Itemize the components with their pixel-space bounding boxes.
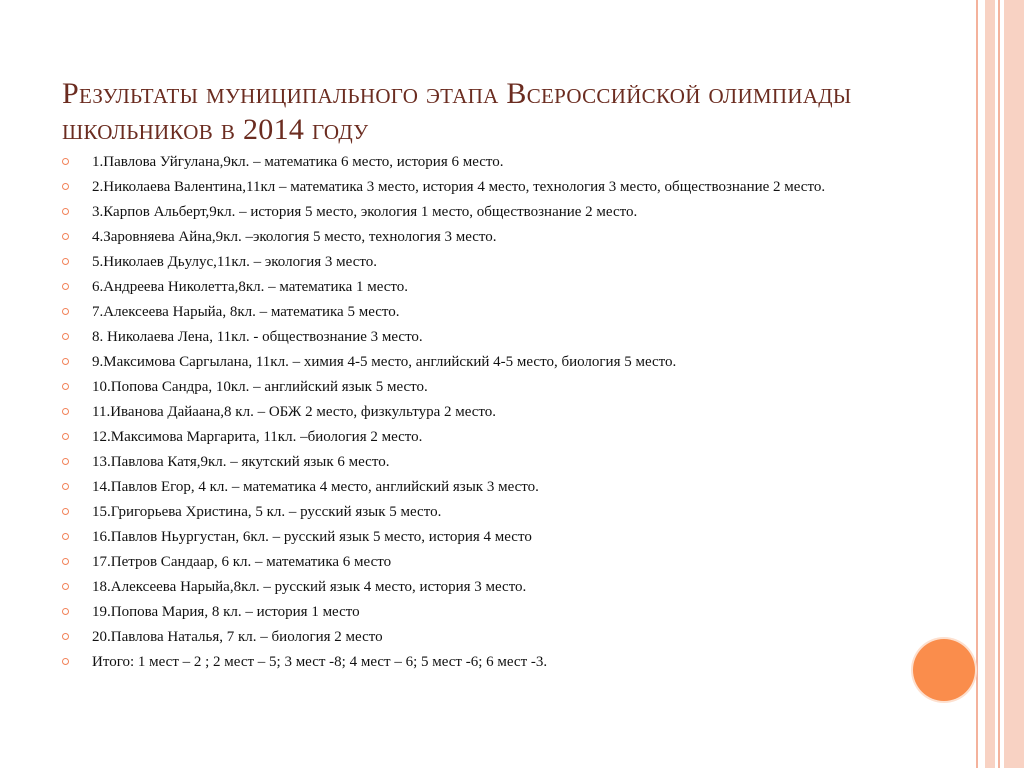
- list-item-text: 14.Павлов Егор, 4 кл. – математика 4 место, английский язык 3 место.: [92, 479, 539, 495]
- bullet-icon: [62, 308, 69, 315]
- bullet-icon: [62, 533, 69, 540]
- list-item-text: 9.Максимова Саргылана, 11кл. – химия 4-5 место, английский 4-5 место, биология 5 место.: [92, 354, 677, 370]
- decorative-stripe: [976, 0, 978, 768]
- list-item: [62, 254, 882, 270]
- list-item-text: 18.Алексеева Нарыйа,8кл. – русский язык 4 место, история 3 место.: [92, 579, 527, 595]
- bullet-icon: [62, 608, 69, 615]
- decorative-circle: [913, 639, 975, 701]
- bullet-icon: [62, 158, 69, 165]
- bullet-icon: [62, 508, 69, 515]
- results-list: [62, 154, 882, 679]
- list-item-text: 6.Андреева Николетта,8кл. – математика 1 место.: [92, 279, 409, 295]
- bullet-icon: [62, 458, 69, 465]
- list-item: [62, 454, 882, 470]
- list-item-text: 2.Николаева Валентина,11кл – математика 3 место, история 4 место, технология 3 место, обществознание 2 место.: [92, 179, 826, 195]
- bullet-icon: [62, 658, 69, 665]
- list-item: [62, 654, 882, 670]
- list-item: [62, 229, 882, 245]
- slide-title: Результаты муниципального этапа Всероссийской олимпиады школьников в 2014 году: [62, 77, 852, 146]
- list-item-text: 15.Григорьева Христина, 5 кл. – русский язык 5 место.: [92, 504, 442, 520]
- list-item-text: 8. Николаева Лена, 11кл. - обществознание 3 место.: [92, 329, 423, 345]
- list-item: [62, 604, 882, 620]
- list-item-text: 3.Карпов Альберт,9кл. – история 5 место, экология 1 место, обществознание 2 место.: [92, 204, 638, 220]
- list-item-text: 13.Павлова Катя,9кл. – якутский язык 6 место.: [92, 454, 390, 470]
- list-item: [62, 504, 882, 520]
- list-item: [62, 554, 882, 570]
- bullet-icon: [62, 483, 69, 490]
- bullet-icon: [62, 358, 69, 365]
- bullet-icon: [62, 183, 69, 190]
- list-item: [62, 479, 882, 495]
- list-item: [62, 529, 882, 545]
- bullet-icon: [62, 383, 69, 390]
- list-item: [62, 179, 882, 195]
- list-item-text: 12.Максимова Маргарита, 11кл. –биология 2 место.: [92, 429, 423, 445]
- list-item: [62, 404, 882, 420]
- bullet-icon: [62, 333, 69, 340]
- list-item-text: 7.Алексеева Нарыйа, 8кл. – математика 5 место.: [92, 304, 400, 320]
- list-item: [62, 204, 882, 220]
- decorative-stripe: [1004, 0, 1024, 768]
- list-item-text: 20.Павлова Наталья, 7 кл. – биология 2 место: [92, 629, 383, 645]
- list-item-text: 16.Павлов Ньургустан, 6кл. – русский язык 5 место, история 4 место: [92, 529, 532, 545]
- list-item-text: 10.Попова Сандра, 10кл. – английский язык 5 место.: [92, 379, 428, 395]
- bullet-icon: [62, 283, 69, 290]
- list-item: [62, 629, 882, 645]
- decorative-stripe: [985, 0, 995, 768]
- decorative-stripe: [998, 0, 1000, 768]
- bullet-icon: [62, 583, 69, 590]
- list-item-text: 11.Иванова Дайаана,8 кл. – ОБЖ 2 место, физкультура 2 место.: [92, 404, 497, 420]
- list-item: [62, 279, 882, 295]
- bullet-icon: [62, 208, 69, 215]
- list-item: [62, 379, 882, 395]
- bullet-icon: [62, 408, 69, 415]
- bullet-icon: [62, 258, 69, 265]
- list-item: [62, 579, 882, 595]
- bullet-icon: [62, 633, 69, 640]
- list-item-text: 4.Заровняева Айна,9кл. –экология 5 место, технология 3 место.: [92, 229, 497, 245]
- list-item-text: Итого: 1 мест – 2 ; 2 мест – 5; 3 мест -8; 4 мест – 6; 5 мест -6; 6 мест -3.: [92, 654, 548, 670]
- bullet-icon: [62, 233, 69, 240]
- list-item-text: 5.Николаев Дьулус,11кл. – экология 3 место.: [92, 254, 377, 270]
- list-item-text: 1.Павлова Уйгулана,9кл. – математика 6 место, история 6 место.: [92, 154, 504, 170]
- list-item: [62, 354, 882, 370]
- bullet-icon: [62, 558, 69, 565]
- list-item-text: 19.Попова Мария, 8 кл. – история 1 место: [92, 604, 360, 620]
- list-item-text: 17.Петров Сандаар, 6 кл. – математика 6 место: [92, 554, 392, 570]
- list-item: [62, 429, 882, 445]
- list-item: [62, 154, 882, 170]
- list-item: [62, 329, 882, 345]
- bullet-icon: [62, 433, 69, 440]
- list-item: [62, 304, 882, 320]
